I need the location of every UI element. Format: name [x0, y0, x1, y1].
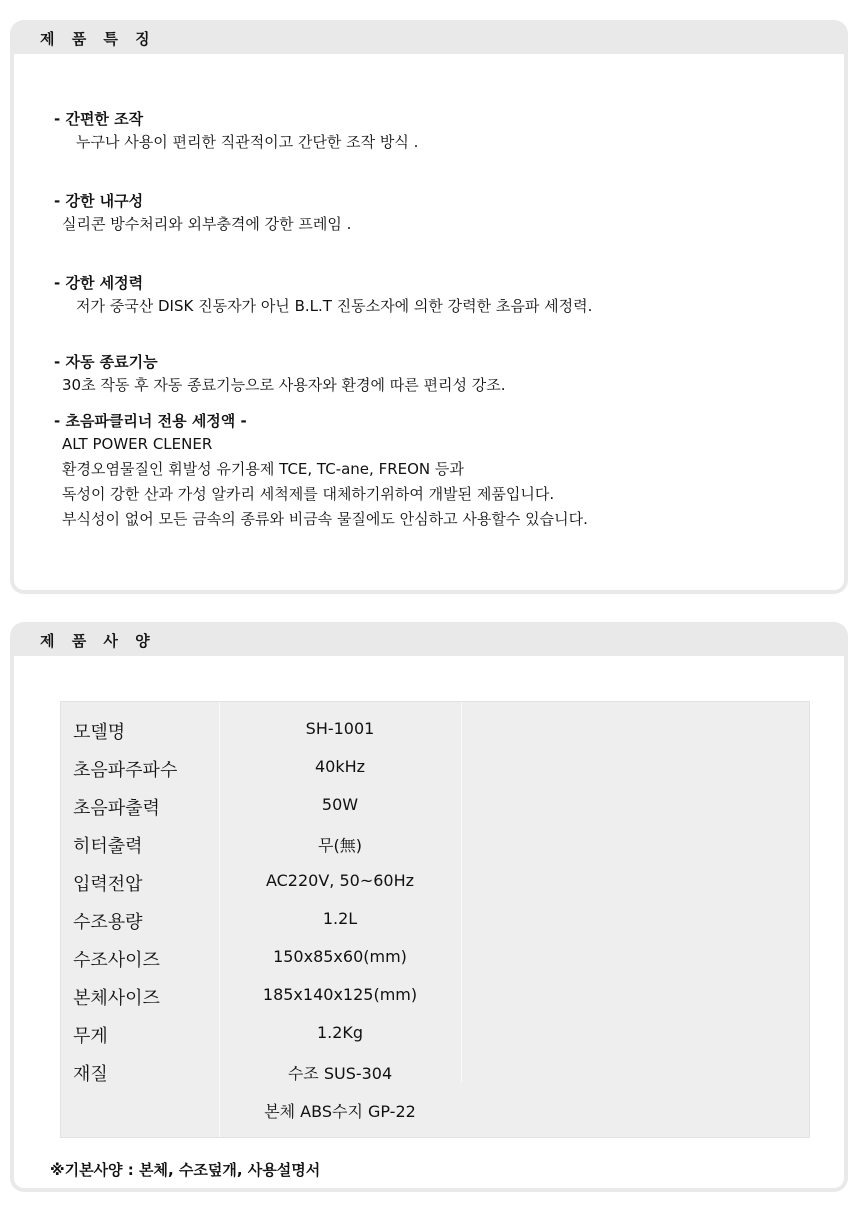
- spec-value: 1.2L: [322, 909, 358, 928]
- spec-label: 재질: [73, 1064, 108, 1085]
- spec-row-frequency: [61, 750, 461, 788]
- spec-value: 40kHz: [314, 757, 366, 776]
- spec-value: 185x140x125(mm): [262, 985, 418, 1004]
- spec-label: 수조용량: [73, 912, 143, 933]
- feature-cleaning-power: [54, 272, 824, 319]
- spec-row-ultrasonic-output: [61, 788, 461, 826]
- specs-title: 제 품 사 양: [40, 632, 156, 650]
- feature-line: 독성이 강한 산과 가성 알카리 세척제를 대체하기위하여 개발된 제품입니다.: [62, 485, 555, 503]
- spec-table: [60, 701, 810, 1138]
- feature-heading: - 자동 종료기능: [54, 353, 158, 371]
- spec-value: 1.2Kg: [316, 1023, 364, 1042]
- spec-value: 50W: [321, 795, 359, 814]
- spec-label: 본체사이즈: [73, 988, 160, 1009]
- feature-auto-shutoff: [54, 351, 824, 398]
- features-title: 제 품 특 징: [40, 30, 156, 48]
- spec-label: 히터출력: [73, 836, 143, 857]
- feature-heading: - 초음파클리너 전용 세정액 -: [54, 412, 247, 430]
- feature-line: ALT POWER CLENER: [62, 435, 213, 453]
- feature-line: 30초 작동 후 자동 종료기능으로 사용자와 환경에 따른 편리성 강조.: [62, 376, 506, 394]
- spec-value: AC220V, 50~60Hz: [265, 871, 415, 890]
- spec-row-tank-size: [61, 940, 461, 978]
- spec-row-weight: [61, 1016, 461, 1054]
- specs-panel: [10, 622, 848, 1192]
- basic-components-note: ※기본사양 : 본체, 수조덮개, 사용설명서: [50, 1161, 321, 1179]
- feature-durability: [54, 190, 824, 237]
- spec-row-model: [61, 712, 461, 750]
- spec-column-divider: [461, 702, 462, 1082]
- spec-row-material-body: [61, 1092, 461, 1130]
- features-panel: [10, 20, 848, 594]
- spec-value: SH-1001: [305, 719, 375, 738]
- feature-line: 누구나 사용이 편리한 직관적이고 간단한 조작 방식 .: [76, 133, 419, 151]
- spec-label: 수조사이즈: [73, 950, 160, 971]
- feature-line: 부식성이 없어 모든 금속의 종류와 비금속 물질에도 안심하고 사용할수 있습니다.: [62, 510, 588, 528]
- spec-row-tank-capacity: [61, 902, 461, 940]
- feature-heading: - 강한 세정력: [54, 274, 144, 292]
- feature-cleaning-solution: [54, 410, 824, 532]
- spec-value: 무(無): [318, 836, 362, 855]
- spec-label: 입력전압: [73, 874, 143, 895]
- spec-value: 본체 ABS수지 GP-22: [264, 1102, 416, 1121]
- spec-row-body-size: [61, 978, 461, 1016]
- spec-label: 모델명: [73, 722, 126, 743]
- spec-value: 수조 SUS-304: [287, 1064, 393, 1083]
- spec-label: 무게: [73, 1026, 108, 1047]
- feature-easy-operation: [54, 108, 824, 155]
- spec-row-heater-output: [61, 826, 461, 864]
- feature-line: 환경오염물질인 휘발성 유기용제 TCE, TC-ane, FREON 등과: [62, 460, 464, 478]
- specs-body: [14, 656, 844, 1188]
- feature-heading: - 간편한 조작: [54, 110, 144, 128]
- feature-heading: - 강한 내구성: [54, 192, 144, 210]
- spec-row-input-voltage: [61, 864, 461, 902]
- features-body: [14, 54, 844, 590]
- feature-line: 실리콘 방수처리와 외부충격에 강한 프레임 .: [62, 215, 352, 233]
- spec-row-material: [61, 1054, 461, 1092]
- spec-value: 150x85x60(mm): [273, 947, 407, 966]
- spec-label: 초음파주파수: [73, 760, 178, 781]
- spec-label: 초음파출력: [73, 798, 160, 819]
- feature-line: 저가 중국산 DISK 진동자가 아닌 B.L.T 진동소자에 의한 강력한 초음파 세정력.: [76, 297, 593, 315]
